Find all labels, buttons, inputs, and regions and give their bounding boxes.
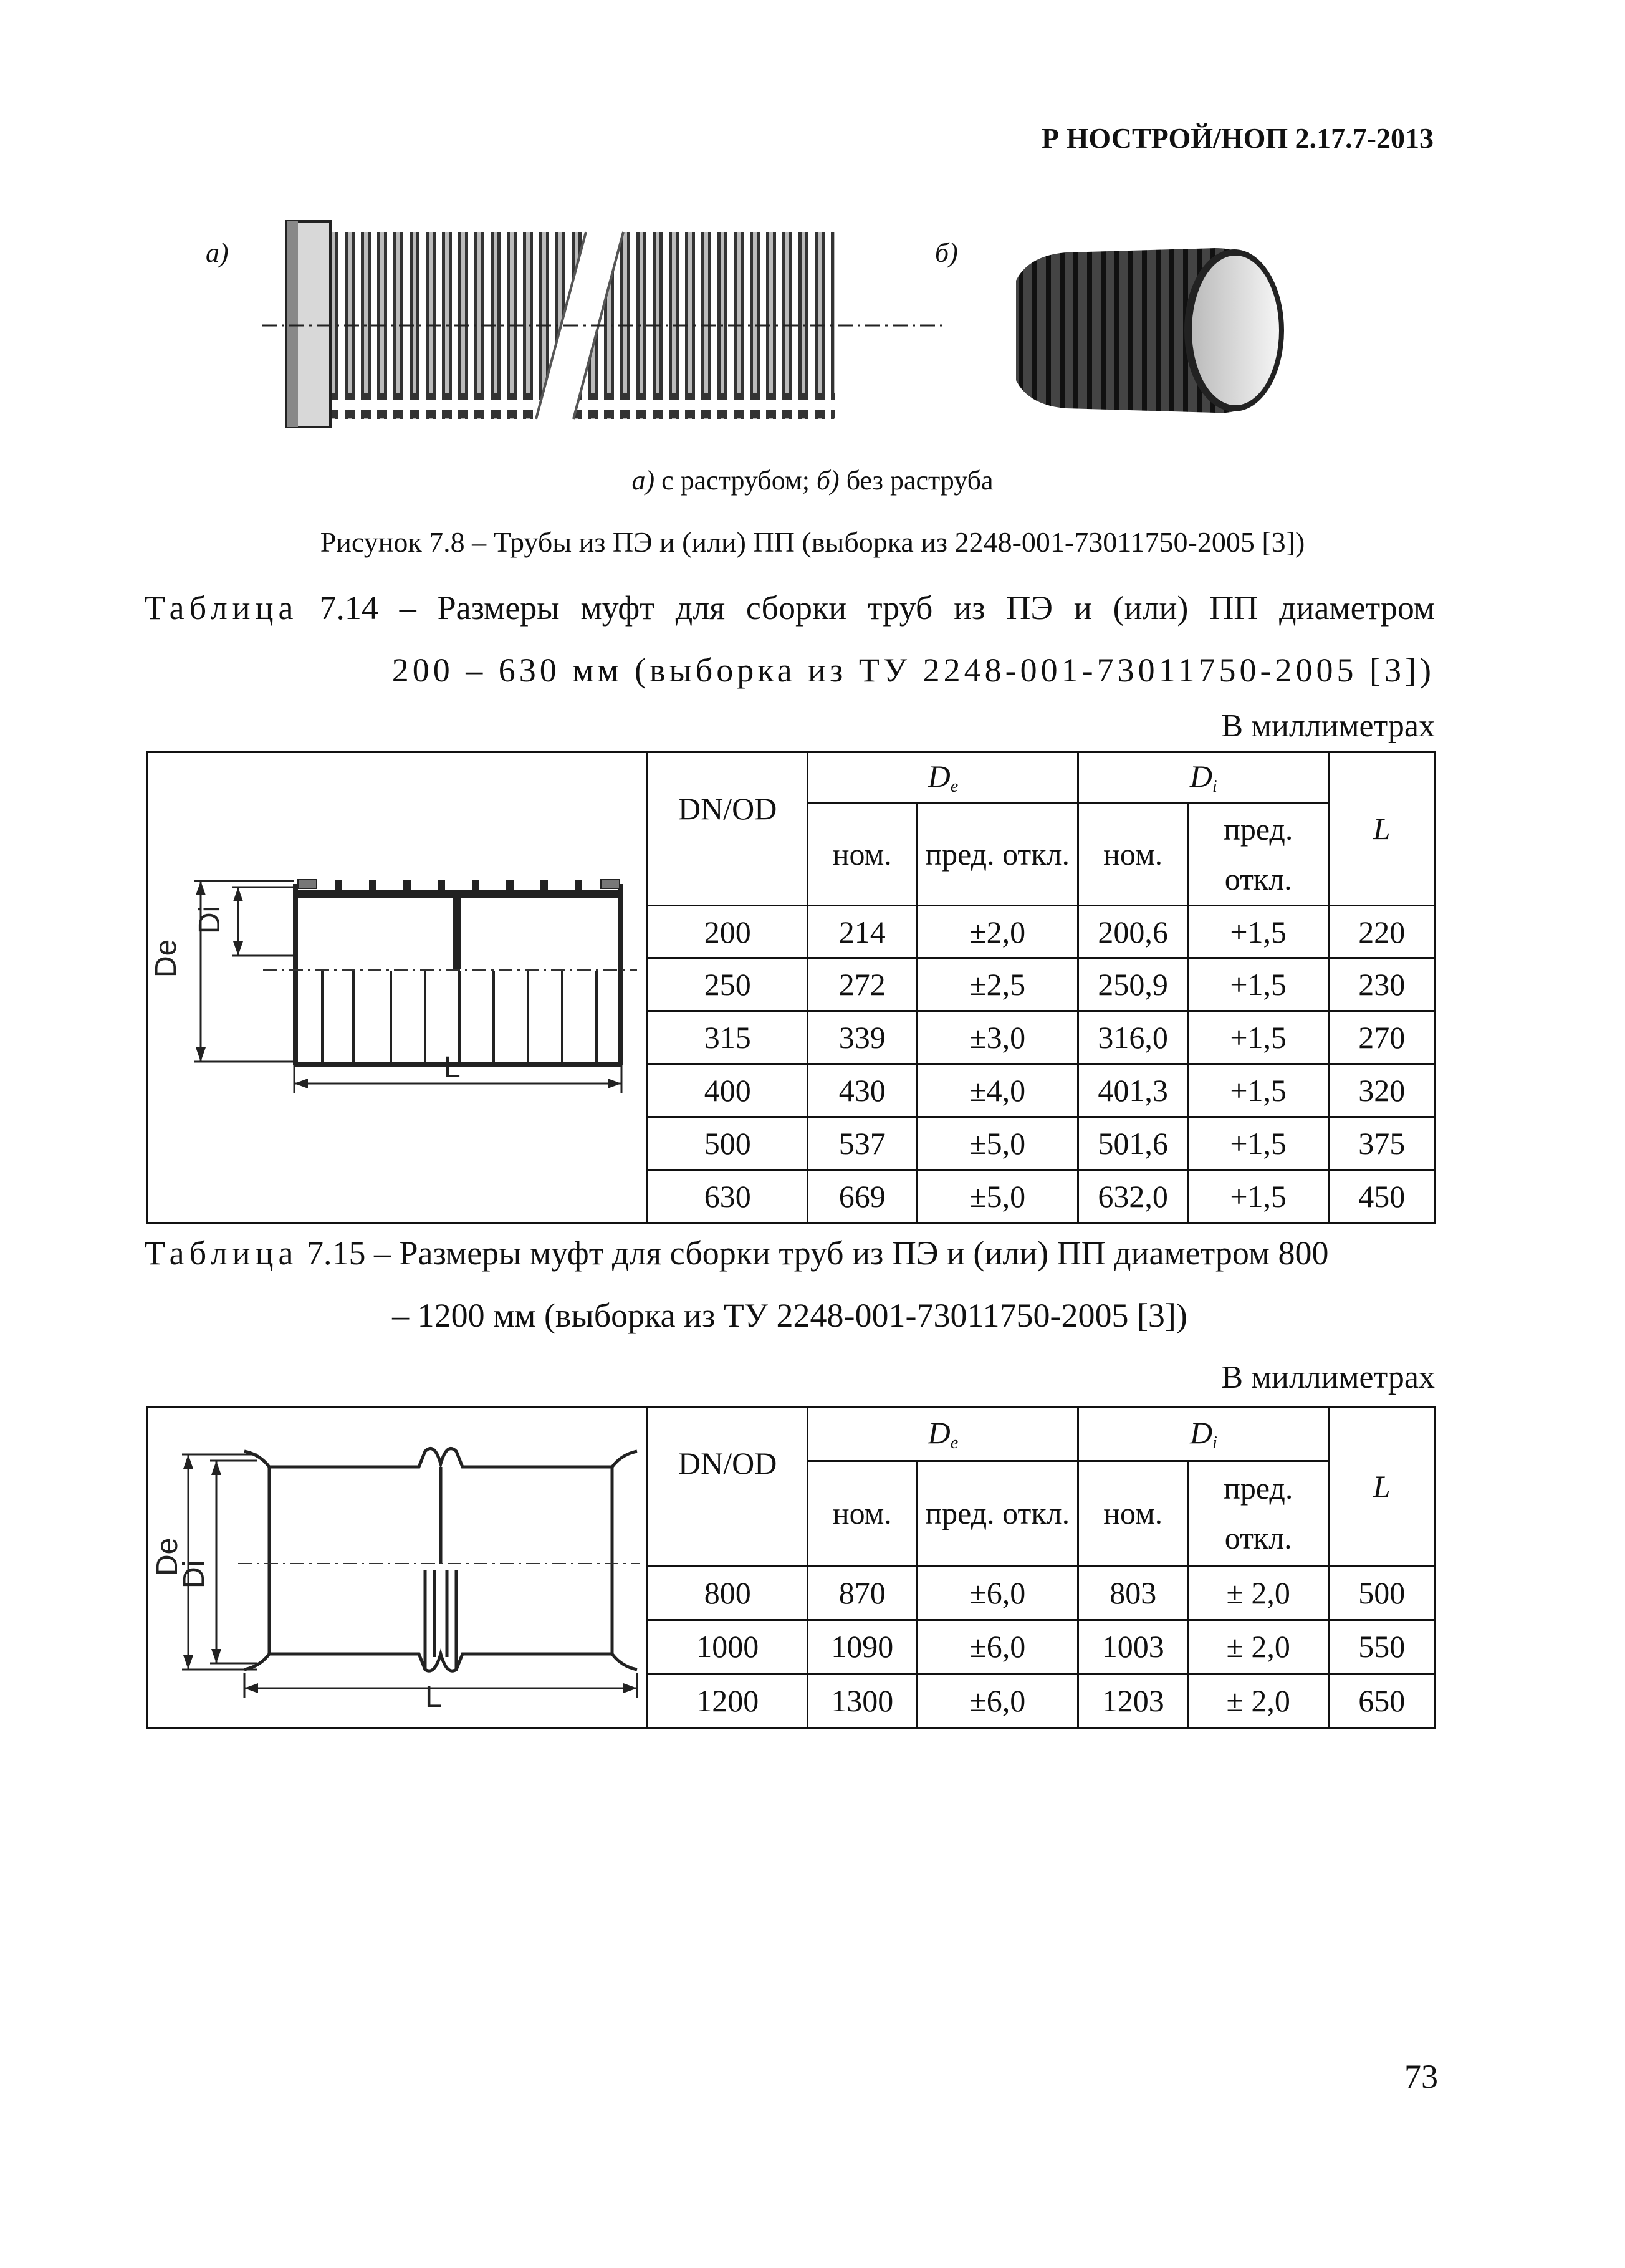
cell-dn: 800 [647, 1565, 808, 1620]
cell-de-nom: 272 [808, 958, 917, 1011]
cell-dn: 1000 [647, 1620, 808, 1674]
header-di-tol: пред. откл. [1188, 1461, 1329, 1565]
cell-di-tol: +1,5 [1188, 1170, 1329, 1223]
cell-di-tol: +1,5 [1188, 1117, 1329, 1170]
diagram-de-label: De [151, 1537, 185, 1576]
table-7-14 [146, 751, 1436, 1224]
cell-dn: 1200 [647, 1674, 808, 1728]
cell-l: 650 [1329, 1674, 1435, 1728]
header-di-nom: ном. [1078, 1461, 1188, 1565]
cell-di-tol: +1,5 [1188, 905, 1329, 958]
cell-l: 550 [1329, 1620, 1435, 1674]
table2-caption-text: 7.15 – Размеры муфт для сборки труб из ПЭ и (или) ПП диаметром 800 [298, 1234, 1329, 1272]
cell-de-nom: 430 [808, 1064, 917, 1117]
cell-de-tol: ±6,0 [917, 1620, 1078, 1674]
cell-di-nom: 1203 [1078, 1674, 1188, 1728]
table1-caption-line2: 200 – 630 мм (выборка из ТУ 2248-001-73011750-2005 [3]) [391, 651, 1435, 689]
header-di-sub: i [1212, 776, 1217, 796]
corrugated-pipe-with-socket-image [262, 218, 960, 430]
header-di-tol: пред. откл. [1188, 802, 1329, 905]
table1-caption-line1 [145, 577, 1435, 639]
figure-caption: Рисунок 7.8 – Трубы из ПЭ и (или) ПП (выборка из 2248-001-73011750-2005 [3]) [320, 526, 1305, 558]
cell-dn: 400 [647, 1064, 808, 1117]
header-de-nom: ном. [808, 1461, 917, 1565]
header-de-symbol: D [928, 1415, 951, 1450]
cell-de-nom: 1300 [808, 1674, 917, 1728]
header-de-tol: пред. откл. [917, 802, 1078, 905]
legend-b-mark: б) [816, 465, 840, 496]
cell-de-nom: 339 [808, 1011, 917, 1064]
cell-di-nom: 803 [1078, 1565, 1188, 1620]
legend-b-text: без раструба [839, 465, 994, 496]
table2-caption-line2: – 1200 мм (выборка из ТУ 2248-001-73011750-2005 [3]) [392, 1297, 1187, 1334]
cell-di-nom: 632,0 [1078, 1170, 1188, 1223]
cell-l: 220 [1329, 905, 1435, 958]
cell-de-nom: 537 [808, 1117, 917, 1170]
cell-de-tol: ±3,0 [917, 1011, 1078, 1064]
cell-di-tol: +1,5 [1188, 1064, 1329, 1117]
cell-l: 320 [1329, 1064, 1435, 1117]
cell-de-tol: ±5,0 [917, 1170, 1078, 1223]
cell-dn: 500 [647, 1117, 808, 1170]
coupling-200-630-diagram [151, 753, 643, 1214]
diagram-de-label: De [151, 939, 183, 978]
header-de-nom: ном. [808, 802, 917, 905]
table2-caption-line1 [145, 1222, 1435, 1284]
table2-caption-label: Таблица [145, 1234, 299, 1272]
table-7-15 [146, 1406, 1436, 1729]
cell-di-nom: 316,0 [1078, 1011, 1188, 1064]
header-de-sub: e [950, 776, 959, 796]
header-de [808, 752, 1078, 803]
cell-de-tol: ±5,0 [917, 1117, 1078, 1170]
cell-dn: 250 [647, 958, 808, 1011]
header-dn-od: DN/OD [647, 752, 808, 906]
header-de-sub: e [950, 1433, 959, 1453]
cell-de-nom: 669 [808, 1170, 917, 1223]
cell-di-tol: ± 2,0 [1188, 1565, 1329, 1620]
cell-di-nom: 250,9 [1078, 958, 1188, 1011]
header-l: L [1329, 752, 1435, 906]
table1-units: В миллиметрах [1221, 708, 1435, 744]
cell-de-tol: ±6,0 [917, 1565, 1078, 1620]
table1-caption-text: 7.14 – Размеры муфт для сборки труб из ПЭ и (или) ПП диаметром [298, 589, 1435, 627]
diagram-di-label: Di [178, 1560, 211, 1588]
cell-dn: 630 [647, 1170, 808, 1223]
header-di [1078, 1407, 1329, 1461]
page-number: 73 [1404, 2058, 1438, 2095]
cell-di-tol: ± 2,0 [1188, 1620, 1329, 1674]
header-di [1078, 752, 1329, 803]
header-de-tol: пред. откл. [917, 1461, 1078, 1565]
coupling-diagram-cell [148, 752, 648, 1223]
cell-di-nom: 501,6 [1078, 1117, 1188, 1170]
cell-di-tol: +1,5 [1188, 1011, 1329, 1064]
cell-di-tol: ± 2,0 [1188, 1674, 1329, 1728]
cell-l: 375 [1329, 1117, 1435, 1170]
figure-legend [0, 464, 1625, 496]
table2-units: В миллиметрах [1221, 1360, 1435, 1395]
cell-l: 230 [1329, 958, 1435, 1011]
cell-dn: 315 [647, 1011, 808, 1064]
header-dn-od: DN/OD [647, 1407, 808, 1566]
document-header: Р НОСТРОЙ/НОП 2.17.7-2013 [1042, 122, 1434, 154]
cell-di-tol: +1,5 [1188, 958, 1329, 1011]
diagram-di-label: Di [193, 905, 227, 934]
header-de-symbol: D [928, 758, 951, 794]
legend-a-text: с раструбом; [654, 465, 817, 496]
figure-label-a: а) [206, 238, 229, 268]
cell-dn: 200 [647, 905, 808, 958]
cell-de-tol: ±2,5 [917, 958, 1078, 1011]
header-di-nom: ном. [1078, 802, 1188, 905]
coupling-800-1200-diagram-cell [148, 1407, 648, 1728]
cell-de-tol: ±4,0 [917, 1064, 1078, 1117]
header-di-sub: i [1212, 1433, 1217, 1453]
coupling-800-1200-diagram [151, 1408, 643, 1719]
table1-caption-label: Таблица [145, 589, 299, 627]
cell-di-nom: 401,3 [1078, 1064, 1188, 1117]
cell-l: 450 [1329, 1170, 1435, 1223]
cell-l: 500 [1329, 1565, 1435, 1620]
header-di-symbol: D [1189, 1415, 1213, 1450]
diagram-l-label: L [425, 1681, 443, 1714]
cell-di-nom: 1003 [1078, 1620, 1188, 1674]
cell-de-nom: 870 [808, 1565, 917, 1620]
cell-l: 270 [1329, 1011, 1435, 1064]
cell-de-nom: 1090 [808, 1620, 917, 1674]
header-di-symbol: D [1189, 758, 1213, 794]
figure-label-b: б) [935, 238, 958, 268]
header-l: L [1329, 1407, 1435, 1566]
cell-de-tol: ±2,0 [917, 905, 1078, 958]
corrugated-pipe-without-socket-image [991, 243, 1290, 418]
header-de [808, 1407, 1078, 1461]
cell-di-nom: 200,6 [1078, 905, 1188, 958]
cell-de-tol: ±6,0 [917, 1674, 1078, 1728]
legend-a-mark: а) [631, 465, 655, 496]
cell-de-nom: 214 [808, 905, 917, 958]
diagram-l-label: L [444, 1051, 461, 1084]
